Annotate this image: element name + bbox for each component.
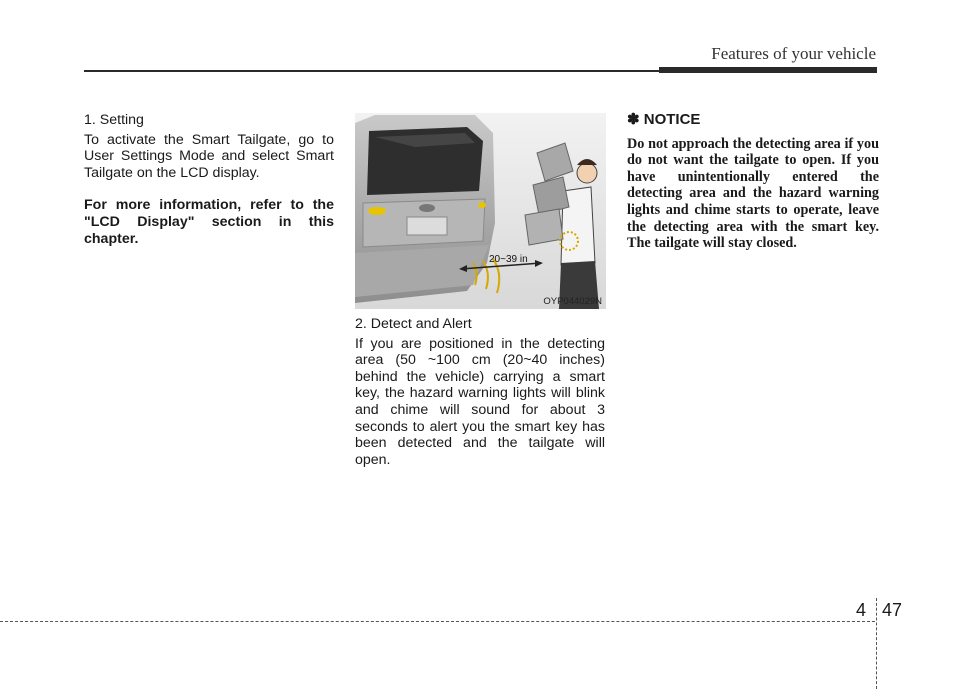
chapter-number: 4 [856, 600, 867, 620]
page-number: 47 [882, 600, 903, 620]
notice-heading: ✽ NOTICE [627, 111, 701, 128]
column-left [84, 112, 334, 254]
car-and-person-drawing [355, 113, 606, 309]
header-rule-thick [659, 67, 877, 73]
section-detect-heading: 2. Detect and Alert [355, 316, 472, 332]
notice-body: Do not approach the detecting area if you do not want the tailgate to open. If you have unintentionally entered the detecting area and the hazard warning lights and chime starts to operate, leave the detecting area with the smart key. The tailgate will stay closed. [627, 135, 879, 252]
section-setting-heading: 1. Setting [84, 112, 144, 128]
notice-box [627, 112, 879, 252]
footer-divider [876, 598, 877, 689]
section-setting-body: To activate the Smart Tailgate, go to User Settings Mode and select Smart Tailgate on the LCD display. [84, 131, 334, 181]
column-middle [355, 316, 605, 475]
lcd-reference-note: For more information, refer to the "LCD Display" section in this chapter. [84, 197, 334, 247]
section-detect-body: If you are positioned in the detecting area (50 ~100 cm (20~40 inches) behind the vehicle) carrying a smart key, the hazard warning lights will blink and chime will sound for about 3 seconds to alert you the smart key has been detected and the tailgate will open. [355, 335, 605, 468]
header-title: Features of your vehicle [711, 44, 876, 63]
header-rule-thin [84, 70, 659, 72]
figure-code: OYP044029N [543, 296, 602, 307]
footer-rule [0, 621, 875, 622]
distance-label: 20~39 in [489, 254, 528, 265]
tailgate-illustration [355, 113, 606, 309]
